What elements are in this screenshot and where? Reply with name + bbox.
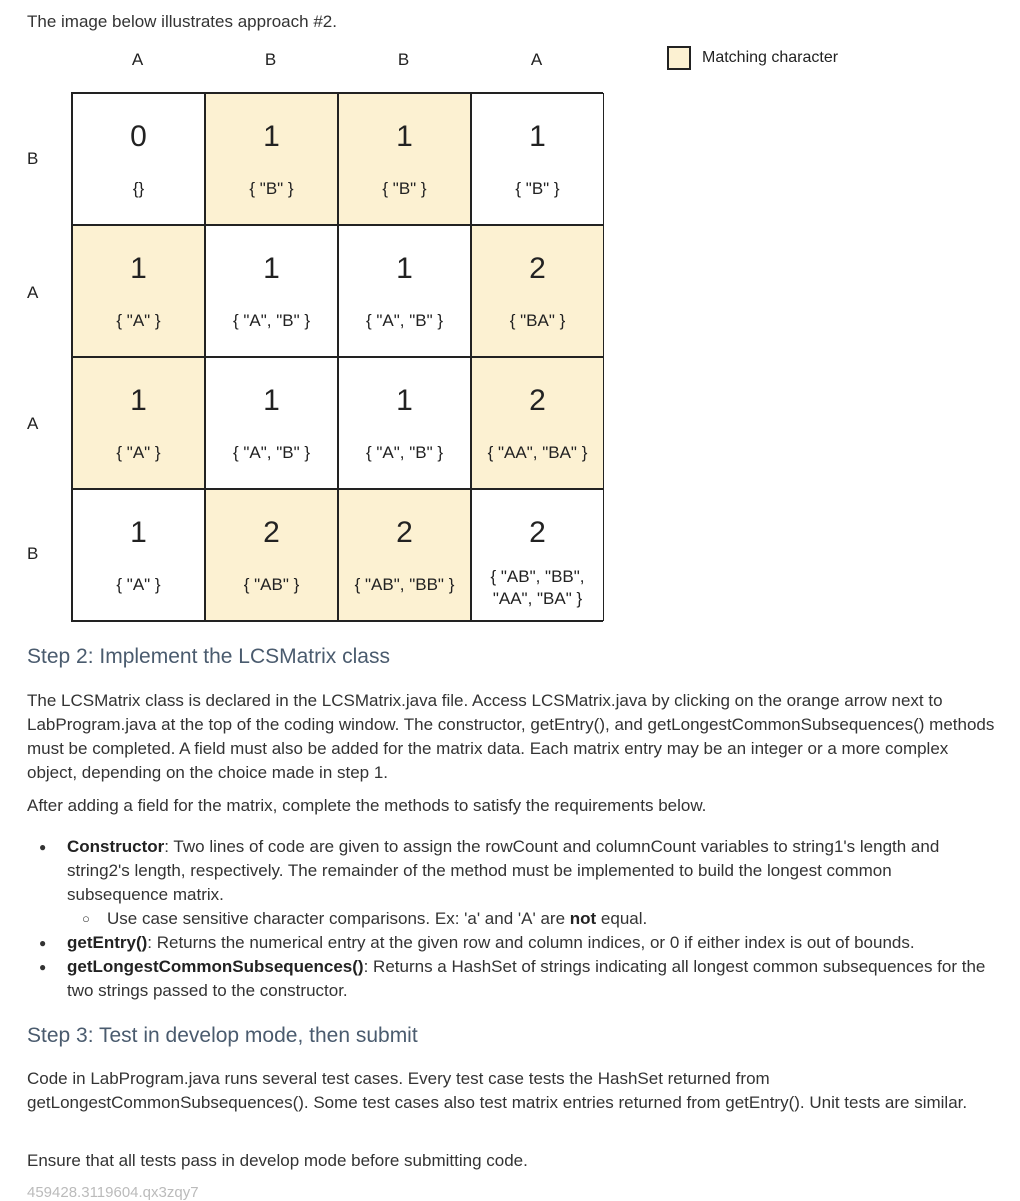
cell-subsequences <box>339 574 470 596</box>
cell-length: 1 <box>529 120 546 153</box>
subsequence-line: { "A", "B" } <box>365 443 444 462</box>
cell-length: 2 <box>529 384 546 417</box>
subsequence-line: { "B" } <box>249 179 294 198</box>
cell-length: 1 <box>396 252 413 285</box>
description: : Two lines of code are given to assign the rowCount and columnCount variables to string1's length and string2's length, respectively. The remainder of the method must be implemented to build the longest common subsequence matrix. <box>67 837 940 904</box>
matrix-cell <box>205 93 338 225</box>
subsequence-line: { "AB" } <box>243 575 300 594</box>
matrix-cell <box>205 489 338 621</box>
cell-subsequences <box>472 566 603 610</box>
subsequence-line: { "B" } <box>515 179 560 198</box>
step2-paragraph: After adding a field for the matrix, complete the methods to satisfy the requirements below. <box>27 796 707 815</box>
subsequence-line: { "B" } <box>382 179 427 198</box>
matrix-cell <box>471 225 604 357</box>
subsequence-line: { "A", "B" } <box>365 311 444 330</box>
matrix-cell <box>338 93 471 225</box>
subsequence-line: { "A", "B" } <box>232 311 311 330</box>
column-label: A <box>131 50 144 69</box>
cell-length: 1 <box>263 252 280 285</box>
subsequence-line: {} <box>132 179 145 198</box>
subsequence-line: { "A" } <box>116 311 161 330</box>
subsequence-line: { "AB", "BB" } <box>354 575 455 594</box>
matrix-cell <box>72 93 205 225</box>
sub-list <box>67 907 997 931</box>
column-label: B <box>397 50 410 69</box>
footer-id: 459428.3119604.qx3zqy7 <box>27 1184 199 1201</box>
cell-length: 1 <box>263 120 280 153</box>
step3-paragraph: Ensure that all tests pass in develop mode before submitting code. <box>27 1151 528 1170</box>
cell-subsequences <box>472 178 603 200</box>
matrix-cell <box>338 489 471 621</box>
cell-length: 2 <box>263 516 280 549</box>
matrix-cell <box>338 225 471 357</box>
term: getLongestCommonSubsequences() <box>67 957 364 976</box>
cell-length: 1 <box>130 384 147 417</box>
cell-length: 2 <box>529 516 546 549</box>
subsequence-line: { "A" } <box>116 575 161 594</box>
description: : Returns a HashSet of strings indicating all longest common subsequences for the two strings passed to the constructor. <box>67 957 986 1000</box>
matrix-cell <box>471 357 604 489</box>
list-item <box>67 907 997 931</box>
step3-heading: Step 3: Test in develop mode, then submit <box>27 1024 418 1047</box>
matrix-cell <box>205 225 338 357</box>
emphasis: not <box>569 909 597 928</box>
column-label: B <box>264 50 277 69</box>
matrix-cell <box>72 357 205 489</box>
subsequence-line: { "A" } <box>116 443 161 462</box>
term: getEntry() <box>67 933 148 952</box>
matrix-cell <box>338 357 471 489</box>
cell-length: 1 <box>130 252 147 285</box>
row-label: B <box>27 544 39 563</box>
cell-subsequences <box>73 442 204 464</box>
cell-length: 2 <box>396 516 413 549</box>
cell-subsequences <box>339 310 470 332</box>
cell-subsequences <box>206 442 337 464</box>
step3-paragraph: Code in LabProgram.java runs several test cases. Every test case tests the HashSet returned from getLongestCommonSubsequences(). Some test cases also test matrix entries returned from getEntry(). Unit tests are similar. <box>27 1069 968 1112</box>
subsequence-line: { "A", "B" } <box>232 443 311 462</box>
subsequence-line: { "AB", "BB", <box>490 567 585 586</box>
row-label: B <box>27 149 39 168</box>
cell-subsequences <box>206 178 337 200</box>
legend-label: Matching character <box>702 49 839 66</box>
cell-subsequences <box>206 310 337 332</box>
cell-subsequences <box>472 442 603 464</box>
matrix-cell <box>471 93 604 225</box>
sub-text: equal. <box>596 909 648 928</box>
cell-length: 1 <box>396 120 413 153</box>
cell-length: 0 <box>130 120 147 153</box>
sub-text: Use case sensitive character comparisons. Ex: 'a' and 'A' are <box>107 909 570 928</box>
legend-swatch <box>667 46 691 70</box>
legend <box>667 46 838 70</box>
term: Constructor <box>67 837 165 856</box>
cell-subsequences <box>206 574 337 596</box>
cell-subsequences <box>339 178 470 200</box>
cell-subsequences <box>339 442 470 464</box>
cell-length: 2 <box>529 252 546 285</box>
matrix-cell <box>205 357 338 489</box>
cell-subsequences <box>472 310 603 332</box>
cell-subsequences <box>73 574 204 596</box>
description: : Returns the numerical entry at the given row and column indices, or 0 if either index is out of bounds. <box>147 933 915 952</box>
cell-length: 1 <box>263 384 280 417</box>
cell-subsequences <box>73 310 204 332</box>
cell-subsequences <box>73 178 204 200</box>
subsequence-line: { "AA", "BA" } <box>487 443 588 462</box>
intro-text: The image below illustrates approach #2. <box>27 12 337 31</box>
subsequence-line: { "BA" } <box>509 311 566 330</box>
requirements-list <box>27 835 997 1003</box>
list-item <box>27 835 997 931</box>
step2-heading: Step 2: Implement the LCSMatrix class <box>27 645 390 668</box>
step2-paragraph: The LCSMatrix class is declared in the LCSMatrix.java file. Access LCSMatrix.java by clicking on the orange arrow next to LabProgram.java at the top of the coding window. The constructor, getEntry(), and getLongestCommonSubsequences() methods must be completed. A field must also be added for the matrix data. Each matrix entry may be an integer or a more complex object, depending on the choice made in step 1. <box>27 691 995 782</box>
matrix-cell <box>72 225 205 357</box>
list-item <box>27 955 997 1003</box>
matrix-cell <box>72 489 205 621</box>
row-label: A <box>27 283 39 302</box>
lcs-matrix <box>71 92 603 622</box>
subsequence-line: "AA", "BA" } <box>492 589 583 608</box>
row-label: A <box>27 414 39 433</box>
cell-length: 1 <box>130 516 147 549</box>
column-label: A <box>530 50 543 69</box>
matrix-cell <box>471 489 604 621</box>
cell-length: 1 <box>396 384 413 417</box>
list-item <box>27 931 997 955</box>
